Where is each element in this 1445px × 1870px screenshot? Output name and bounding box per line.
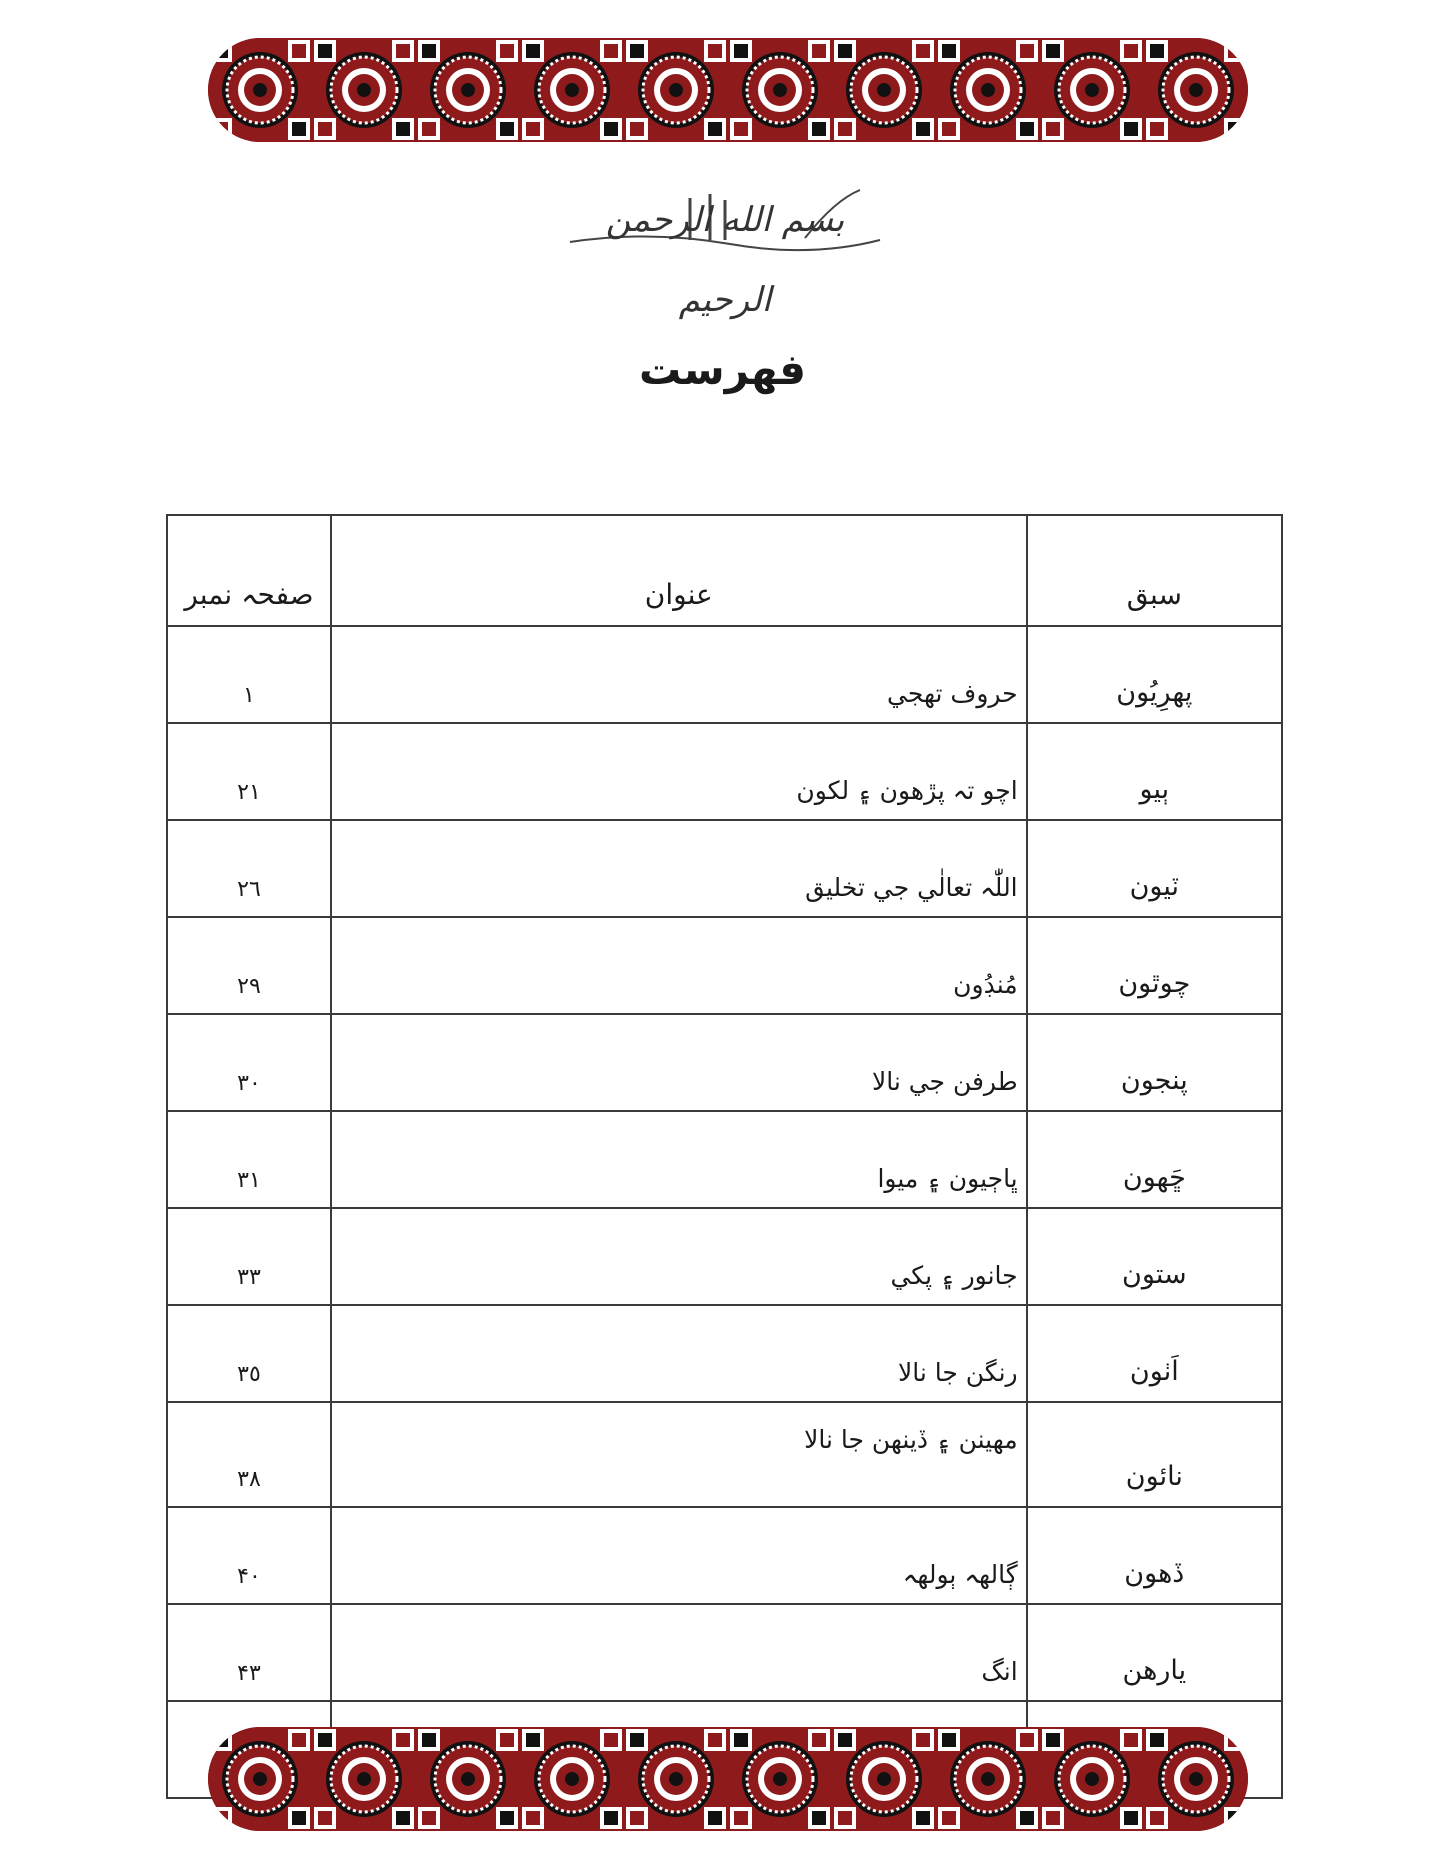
lesson-cell: ٽيون bbox=[1027, 820, 1282, 917]
table-row[interactable] bbox=[167, 917, 1282, 1014]
table-row[interactable] bbox=[167, 626, 1282, 723]
page-number-cell: ١ bbox=[167, 626, 331, 723]
table-of-contents bbox=[166, 514, 1283, 1799]
lesson-cell: ٻيو bbox=[1027, 723, 1282, 820]
page-number-cell: ۴٠ bbox=[167, 1507, 331, 1604]
page-number-cell: ۴٣ bbox=[167, 1604, 331, 1701]
bismillah-text: بسم الله الرحمن الرحيم bbox=[605, 200, 845, 320]
table-row[interactable] bbox=[167, 1111, 1282, 1208]
page-number-cell: ٣٨ bbox=[167, 1402, 331, 1507]
page-number-cell: ٢٦ bbox=[167, 820, 331, 917]
bismillah-calligraphy bbox=[560, 180, 890, 320]
table-row[interactable] bbox=[167, 1208, 1282, 1305]
lesson-cell: اَٺون bbox=[1027, 1305, 1282, 1402]
lesson-cell: پنجون bbox=[1027, 1014, 1282, 1111]
ajrak-pattern bbox=[208, 1727, 1248, 1831]
topic-cell[interactable]: حروف تهجي bbox=[331, 626, 1027, 723]
lesson-cell: ستون bbox=[1027, 1208, 1282, 1305]
bottom-decorative-banner bbox=[208, 1727, 1248, 1831]
page-number-cell: ٢١ bbox=[167, 723, 331, 820]
page-number-cell: ٣١ bbox=[167, 1111, 331, 1208]
table-row[interactable] bbox=[167, 1305, 1282, 1402]
table-row[interactable] bbox=[167, 1402, 1282, 1507]
page-number-cell: ٣٣ bbox=[167, 1208, 331, 1305]
table-row[interactable] bbox=[167, 1507, 1282, 1604]
topic-cell[interactable]: جانور ۽ پکي bbox=[331, 1208, 1027, 1305]
topic-cell[interactable]: مُنڊُون bbox=[331, 917, 1027, 1014]
topic-cell[interactable]: طرفن جي نالا bbox=[331, 1014, 1027, 1111]
table-row[interactable] bbox=[167, 1014, 1282, 1111]
topic-cell[interactable]: مهينن ۽ ڏينهن جا نالا bbox=[331, 1402, 1027, 1507]
topic-cell[interactable]: اللّٰہ تعالٰي جي تخليق bbox=[331, 820, 1027, 917]
column-header-lesson: سبق bbox=[1027, 515, 1282, 626]
page-number-cell: ٣٥ bbox=[167, 1305, 331, 1402]
lesson-cell: يارهن bbox=[1027, 1604, 1282, 1701]
lesson-cell: چوٿون bbox=[1027, 917, 1282, 1014]
table-row[interactable] bbox=[167, 1604, 1282, 1701]
lesson-cell: ڏهون bbox=[1027, 1507, 1282, 1604]
topic-cell[interactable]: ڳالهہ ٻولهہ bbox=[331, 1507, 1027, 1604]
topic-cell[interactable]: رنگن جا نالا bbox=[331, 1305, 1027, 1402]
column-header-page: صفحہ نمبر bbox=[167, 515, 331, 626]
table-row[interactable] bbox=[167, 723, 1282, 820]
topic-cell[interactable]: ڀاڄيون ۽ ميوا bbox=[331, 1111, 1027, 1208]
table-header-row bbox=[167, 515, 1282, 626]
lesson-cell: نائون bbox=[1027, 1402, 1282, 1507]
table-row[interactable] bbox=[167, 820, 1282, 917]
page-number-cell: ٣٠ bbox=[167, 1014, 331, 1111]
topic-cell[interactable]: انگ bbox=[331, 1604, 1027, 1701]
topic-cell[interactable]: اچو تہ پڙهون ۽ لکون bbox=[331, 723, 1027, 820]
lesson-cell: ڇَهون bbox=[1027, 1111, 1282, 1208]
lesson-cell: پهرِيُون bbox=[1027, 626, 1282, 723]
ajrak-pattern bbox=[208, 38, 1248, 142]
top-decorative-banner bbox=[208, 38, 1248, 142]
page-number-cell: ٢٩ bbox=[167, 917, 331, 1014]
column-header-topic: عنوان bbox=[331, 515, 1027, 626]
page-title: فهرست bbox=[638, 345, 807, 394]
